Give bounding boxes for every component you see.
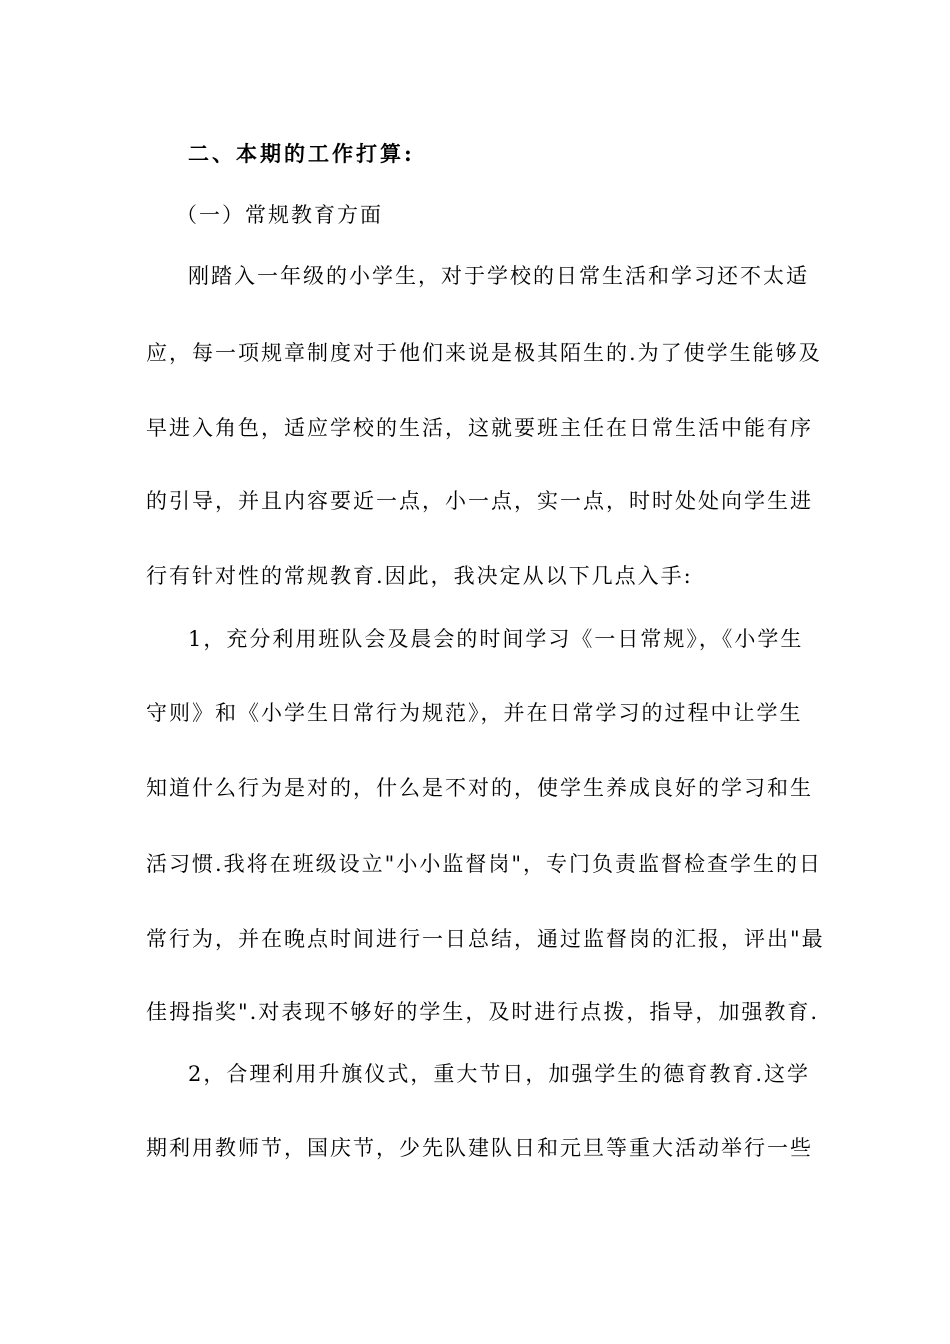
paragraph-line: 常行为，并在晚点时间进行一日总结，通过监督岗的汇报，评出"最 — [146, 927, 825, 951]
paragraph-line: 2，合理利用升旗仪式，重大节日，加强学生的德育教育.这学 — [188, 1062, 811, 1086]
paragraph-line: 1，充分利用班队会及晨会的时间学习《一日常规》，《小学生 — [188, 627, 804, 651]
paragraph-line: 佳拇指奖".对表现不够好的学生，及时进行点拨，指导，加强教育. — [146, 1000, 820, 1024]
paragraph-line: 的引导，并且内容要近一点，小一点，实一点，时时处处向学生进 — [146, 489, 813, 513]
paragraph-line: 知道什么行为是对的，什么是不对的，使学生养成良好的学习和生 — [146, 776, 813, 800]
paragraph-line: 守则》和《小学生日常行为规范》，并在日常学习的过程中让学生 — [146, 701, 803, 725]
paragraph-line: 期利用教师节，国庆节，少先队建队日和元旦等重大活动举行一些 — [146, 1136, 813, 1160]
paragraph-line: 早进入角色，适应学校的生活，这就要班主任在日常生活中能有序 — [146, 416, 813, 440]
paragraph-line: 刚踏入一年级的小学生，对于学校的日常生活和学习还不太适 — [188, 264, 809, 288]
paragraph-line: 活习惯.我将在班级设立"小小监督岗"，专门负责监督检查学生的日 — [146, 852, 822, 876]
subsection-heading: （一）常规教育方面 — [176, 203, 383, 227]
paragraph-line: 行有针对性的常规教育.因此，我决定从以下几点入手: — [146, 564, 693, 588]
paragraph-line: 应，每一项规章制度对于他们来说是极其陌生的.为了使学生能够及 — [146, 341, 822, 365]
section-heading: 二、本期的工作打算: — [188, 141, 415, 166]
